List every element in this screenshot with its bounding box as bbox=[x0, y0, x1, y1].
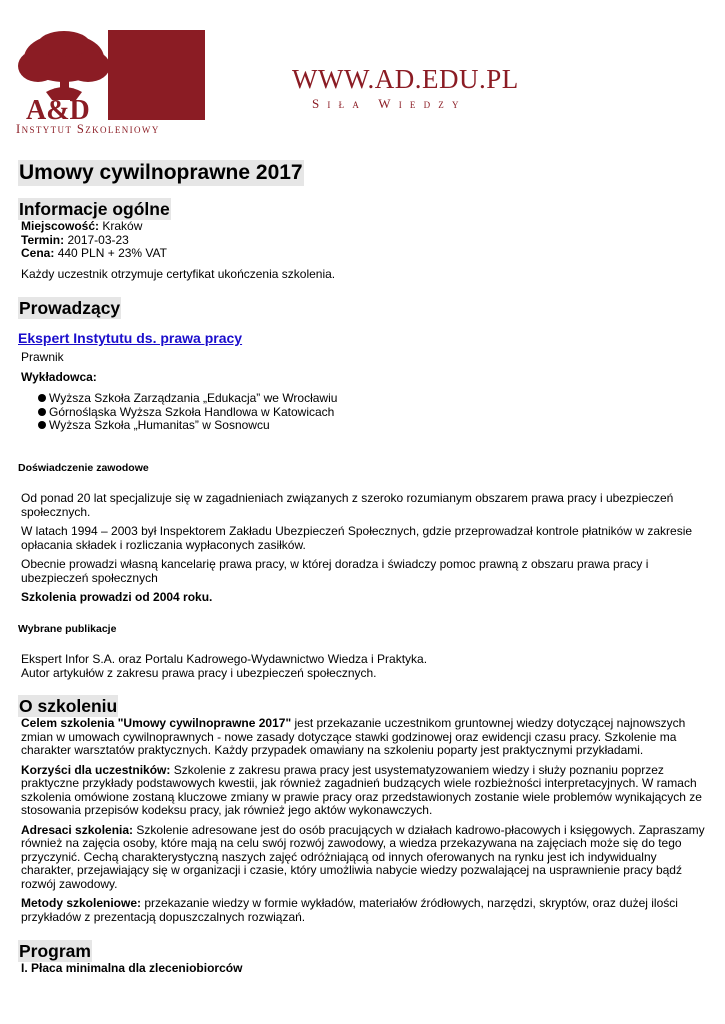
trainer-role: Prawnik bbox=[21, 350, 64, 364]
list-item: Wyższa Szkoła Zarządzania „Edukacja” we Wrocławiu bbox=[38, 392, 708, 406]
goal-paragraph: Celem szkolenia "Umowy cywilnoprawne 2017" jest przekazanie uczestnikom gruntownej wiedzy dotyczącej najnowszych zmian w umowach cywilnoprawnych - nowe zasady dotyczące stawki godzinowej oraz ewidencji czasu pracy. Szkolenie ma charakter warsztatów praktycznych. Każdy przypadek omawiany na szkoleniu poparty jest praktycznymi przykładami. bbox=[21, 716, 686, 757]
experience-paragraph: Obecnie prowadzi własną kancelarię prawa pracy, w której doradza i świadczy pomoc prawną z obszaru prawa pracy i ubezpieczeń społecznych bbox=[21, 557, 649, 585]
audience-paragraph: Adresaci szkolenia: Szkolenie adresowane jest do osób pracujących w działach kadrowo-płacowych i księgowych. Zapraszamy również na zajęcia osoby, które mają na celu swój rozwój zawodowy, a wiedza przekazywana na zajęciach może się do tego przyczynić. Cechą charakterystyczną naszych zajęć odróżniającą od innych oferowanych na rynku jest ich indywidualny charakter, przejawiający się w organizacji i czasie, który umożliwia nabycie wiedzy pozwalającej na usprawnienie pracy bądź rozwój zawodowy. bbox=[21, 822, 705, 891]
trainer-name-link[interactable]: Ekspert Instytutu ds. prawa pracy bbox=[18, 330, 243, 346]
svg-text:A&D: A&D bbox=[26, 95, 90, 122]
experience-heading: Doświadczenie zawodowe bbox=[18, 462, 149, 474]
site-url[interactable]: WWW.AD.EDU.PL bbox=[292, 64, 519, 94]
lecturer-label: Wykładowca: bbox=[21, 369, 97, 384]
program-section bbox=[18, 940, 708, 976]
about-heading: O szkoleniu bbox=[19, 696, 118, 716]
general-info-heading: Informacje ogólne bbox=[19, 199, 170, 219]
general-info-section bbox=[18, 198, 708, 281]
training-since: Szkolenia prowadzi od 2004 roku. bbox=[21, 590, 213, 604]
bullet-icon bbox=[38, 408, 46, 416]
about-section bbox=[18, 695, 708, 924]
benefits-paragraph: Korzyści dla uczestników: Szkolenie z zakresu prawa pracy jest usystematyzowaniem wiedzy i służy poznaniu poprzez praktyczne przykłady podstawowych kwestii, jak również zagadnień budzących wiele rozbieżności interpretacyjnych. W ramach szkolenia omówione zostaną kluczowe zmiany w prawie pracy oraz przedstawionych zostanie wiele problemów wynikających ze stosowania przepisów kodeksu pracy, jak również jego aktów wykonawczych. bbox=[21, 762, 702, 817]
info-place: Miejscowość: Kraków bbox=[21, 219, 143, 233]
bullet-icon bbox=[38, 421, 46, 429]
program-heading: Program bbox=[19, 941, 91, 961]
certificate-note: Każdy uczestnik otrzymuje certyfikat ukończenia szkolenia. bbox=[21, 266, 336, 281]
logo-square bbox=[108, 30, 205, 120]
publications-section bbox=[18, 653, 708, 680]
logo bbox=[16, 30, 206, 136]
experience-paragraph: Od ponad 20 lat specjalizuje się w zagadnieniach związanych z szeroko rozumianym obszarem prawa pracy i ubezpieczeń społecznych. bbox=[21, 491, 674, 519]
page-title: Umowy cywilnoprawne 2017 bbox=[19, 161, 303, 184]
experience-paragraph: W latach 1994 – 2003 był Inspektorem Zakładu Ubezpieczeń Społecznych, gdzie przeprowadzał kontrole płatników w zakresie opłacania składek i rozliczania wypłaconych zasiłków. bbox=[21, 524, 693, 552]
list-item: Wyższa Szkoła „Humanitas” w Sosnowcu bbox=[38, 419, 708, 433]
bullet-icon bbox=[38, 394, 46, 402]
info-date: Termin: 2017-03-23 bbox=[21, 232, 129, 247]
page-header bbox=[0, 0, 725, 150]
logo-subtitle: Instytut Szkoleniowy bbox=[16, 122, 160, 136]
tree-logo-icon bbox=[16, 30, 112, 122]
program-item: I. Płaca minimalna dla zleceniobiorców bbox=[21, 961, 243, 975]
methods-paragraph: Metody szkoleniowe: przekazanie wiedzy w formie wykładów, materiałów źródłowych, narzędzi, skryptów, oraz dużej ilości przykładów z prezentacją dopuszczalnych rozwiązań. bbox=[21, 896, 678, 924]
trainer-heading: Prowadzący bbox=[19, 298, 121, 318]
date-value: 2017-03-23 bbox=[67, 232, 129, 247]
place-value: Kraków bbox=[102, 219, 143, 233]
experience-section bbox=[18, 492, 708, 605]
publication-item: Autor artykułów z zakresu prawa pracy i ubezpieczeń społecznych. bbox=[21, 665, 377, 680]
info-price: Cena: 440 PLN + 23% VAT bbox=[21, 246, 167, 260]
price-value: 440 PLN + 23% VAT bbox=[57, 246, 167, 260]
list-item: Górnośląska Wyższa Szkoła Handlowa w Katowicach bbox=[38, 406, 708, 420]
publication-item: Ekspert Infor S.A. oraz Portalu Kadrowego-Wydawnictwo Wiedza i Praktyka. bbox=[21, 652, 428, 666]
publications-heading: Wybrane publikacje bbox=[18, 623, 117, 635]
site-tagline: Siła Wiedzy bbox=[312, 96, 467, 111]
schools-list bbox=[18, 392, 708, 433]
trainer-section bbox=[18, 297, 708, 433]
